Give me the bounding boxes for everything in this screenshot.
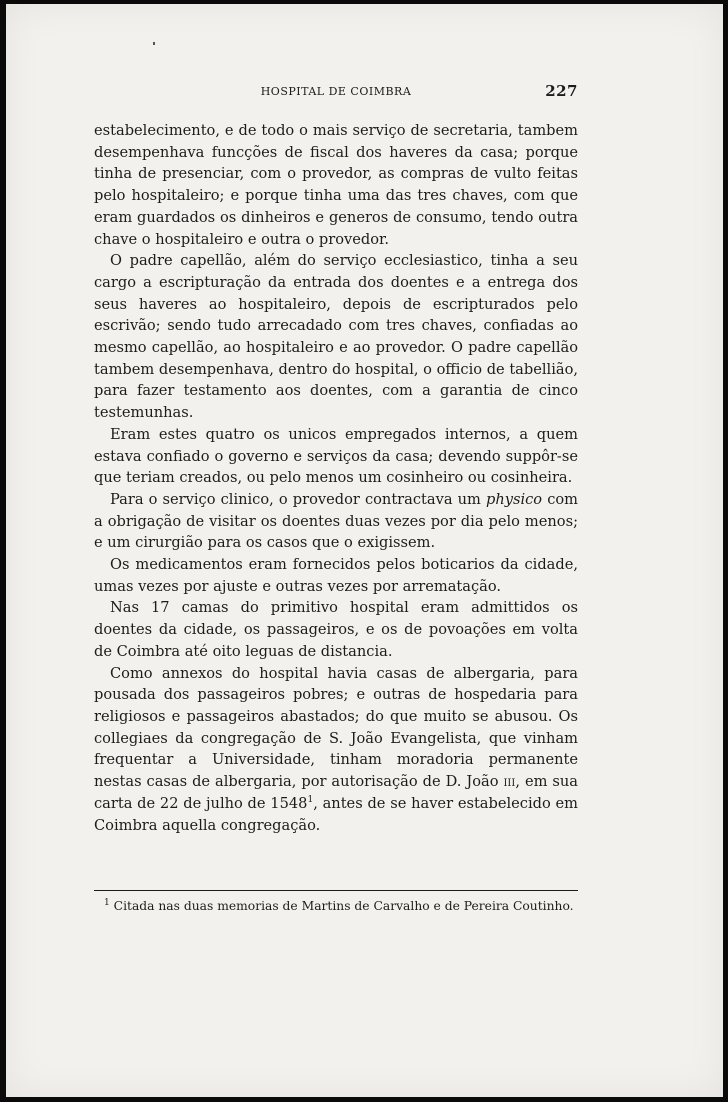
footnote-reference: 1 [307,794,314,805]
footnote [94,897,578,916]
paragraph-4 [94,489,578,554]
running-title: HOSPITAL DE COIMBRA [260,85,412,98]
paragraph-5: Os medicamentos eram fornecidos pelos boticarios da cidade, umas vezes por ajuste e outras vezes por arrematação. [94,556,578,595]
paragraph-7-text-before: Como annexos do hospital havia casas de albergaria, para pousada dos passageiros pobres; e outras de hospedaria para religiosos e passageiros abastados; do que muito se abusou. Os collegiaes da congregação de S. João Evangelista, que vinham frequentar a Universidade, tinham moradoria permanente nestas casas de albergaria, por autorisação de D. João [94,664,578,791]
paragraph-3: Eram estes quatro os unicos empregados internos, a quem estava confiado o governo e serviços da casa; devendo suppôr-se que teriam creados, ou pelo menos um cosinheiro ou cosinheira. [94,425,578,487]
paragraph-2: O padre capellão, além do serviço ecclesiastico, tinha a seu cargo a escripturação da entrada dos doentes e a entrega dos seus haveres ao hospitaleiro, depois de escripturados pelo escrivão; sendo tudo arrecadado com tres chaves, confiadas ao mesmo capellão, ao hospitaleiro e ao provedor. O padre capellão tambem desempenhava, dentro do hospital, o officio de tabellião, para fazer testamento aos doentes, com a garantia de cinco testemunhas. [94,252,578,422]
ink-speck [153,42,155,45]
book-page [6,4,723,1097]
footnote-rule [94,890,578,891]
paragraph-4-text-before: Para o serviço clinico, o provedor contractava um [110,490,486,508]
paragraph-1: estabelecimento, e de todo o mais serviço de secretaria, tambem desempenhava funcções de fiscal dos haveres da casa; porque tinha de presenciar, com o provedor, as compras de vulto feitas pelo hospitaleiro; e porque tinha uma das tres chaves, com que eram guardados os dinheiros e generos de consumo, tendo outra chave o hospitaleiro e outra o provedor. [94,122,578,248]
paragraph-6: Nas 17 camas do primitivo hospital eram admittidos os doentes da cidade, os passageiros, e os de povoações em volta de Coimbra até oito leguas de distancia. [94,599,578,660]
page-header [94,82,578,102]
physico-emphasis: physico [485,490,543,508]
paragraph-7-text-middle: , em sua carta de 22 de julho de 1548 [94,773,578,812]
footnote-marker: 1 [104,897,110,908]
page-number: 227 [545,82,578,100]
footnote-text: Citada nas duas memorias de Martins de Carvalho e de Pereira Coutinho. [113,899,574,913]
paragraph-7 [94,663,578,837]
body-text [94,120,578,836]
paragraph-4-text-after: com a obrigação de visitar os doentes duas vezes por dia pelo menos; e um cirurgião para os casos que o exigissem. [94,490,578,552]
paragraph-7-text-after: , antes de se haver estabelecido em Coimbra aquella congregação. [94,794,579,834]
regnal-number: iii [503,773,516,791]
